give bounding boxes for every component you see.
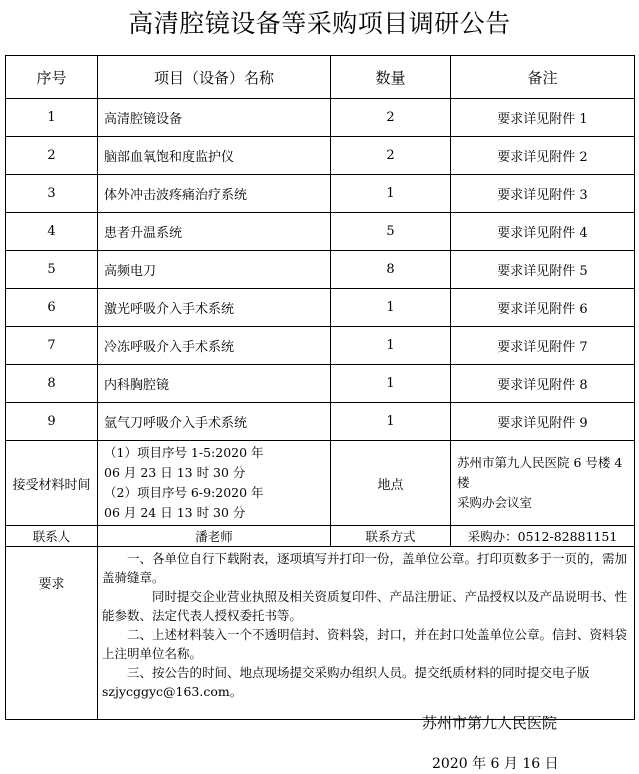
item-name: 激光呼吸介入手术系统 [98,289,331,327]
procurement-table [5,55,635,720]
item-qty: 1 [331,289,451,327]
contact-row [6,526,635,547]
requirements-body [98,547,635,720]
table-row [6,137,635,175]
table-row [6,327,635,365]
header-note: 备注 [451,56,635,99]
receive-times [98,441,331,526]
header-name: 项目（设备）名称 [98,56,331,99]
requirements-row [6,547,635,720]
item-qty: 2 [331,137,451,175]
requirement-email: szjycggyc@163.com。 [102,684,243,699]
receive-label: 接受材料时间 [6,441,98,526]
item-no: 5 [6,251,98,289]
contact-method: 采购办：0512-82881151 [451,526,635,547]
requirement-p1: 一、各单位自行下载附表，逐项填写并打印一份，盖单位公章。打印页数多于一页的，需加盖骑缝章。 [102,551,628,585]
item-name: 冷冻呼吸介入手术系统 [98,327,331,365]
contact-method-label: 联系方式 [331,526,451,547]
table-row [6,403,635,441]
location-value [451,441,635,526]
footer-organization: 苏州市第九人民医院 [422,714,558,732]
item-qty: 1 [331,175,451,213]
table-row [6,99,635,137]
item-qty: 1 [331,365,451,403]
item-no: 1 [6,99,98,137]
requirement-p4: 三、按公告的时间、地点现场提交采购办组织人员。提交纸质材料的同时提交电子版 [127,665,590,680]
page-title: 高清腔镜设备等采购项目调研公告 [128,9,511,38]
receive-row [6,441,635,526]
table-row [6,251,635,289]
table-row [6,289,635,327]
item-name: 氩气刀呼吸介入手术系统 [98,403,331,441]
item-name: 体外冲击波疼痛治疗系统 [98,175,331,213]
table-row [6,175,635,213]
table-row [6,213,635,251]
item-no: 7 [6,327,98,365]
item-qty: 1 [331,327,451,365]
receive-line-1: （1）项目序号 1-5:2020 年 [104,445,264,460]
item-note: 要求详见附件 7 [451,327,635,365]
item-qty: 1 [331,403,451,441]
location-line-1: 苏州市第九人民医院 6 号楼 4 楼 [457,455,623,490]
item-name: 患者升温系统 [98,213,331,251]
header-no: 序号 [6,56,98,99]
item-note: 要求详见附件 9 [451,403,635,441]
item-name: 高频电刀 [98,251,331,289]
location-label: 地点 [331,441,451,526]
requirements-label: 要求 [6,547,98,720]
contact-label: 联系人 [6,526,98,547]
item-note: 要求详见附件 4 [451,213,635,251]
item-note: 要求详见附件 2 [451,137,635,175]
item-no: 8 [6,365,98,403]
receive-line-3: （2）项目序号 6-9:2020 年 [104,485,264,500]
item-qty: 8 [331,251,451,289]
item-note: 要求详见附件 5 [451,251,635,289]
item-no: 3 [6,175,98,213]
item-note: 要求详见附件 1 [451,99,635,137]
receive-line-2: 06 月 23 日 13 时 30 分 [104,465,246,480]
table-header-row [6,56,635,99]
item-no: 4 [6,213,98,251]
item-note: 要求详见附件 8 [451,365,635,403]
receive-line-4: 06 月 24 日 13 时 30 分 [104,505,246,520]
header-qty: 数量 [331,56,451,99]
contact-name: 潘老师 [98,526,331,547]
requirement-p3: 二、上述材料装入一个不透明信封、资料袋，封口，并在封口处盖单位公章。信封、资料袋上注明单位名称。 [102,627,628,661]
item-rows [6,99,635,441]
item-name: 内科胸腔镜 [98,365,331,403]
item-no: 6 [6,289,98,327]
item-name: 高清腔镜设备 [98,99,331,137]
item-name: 脑部血氧饱和度监护仪 [98,137,331,175]
item-qty: 2 [331,99,451,137]
item-note: 要求详见附件 6 [451,289,635,327]
item-no: 9 [6,403,98,441]
item-no: 2 [6,137,98,175]
item-note: 要求详见附件 3 [451,175,635,213]
requirement-p2: 同时提交企业营业执照及相关资质复印件、产品注册证、产品授权以及产品说明书、性能参数、法定代表人授权委托书等。 [102,589,628,623]
item-qty: 5 [331,213,451,251]
table-row [6,365,635,403]
footer-date: 2020 年 6 月 16 日 [432,756,559,772]
location-line-2: 采购办会议室 [457,495,533,510]
